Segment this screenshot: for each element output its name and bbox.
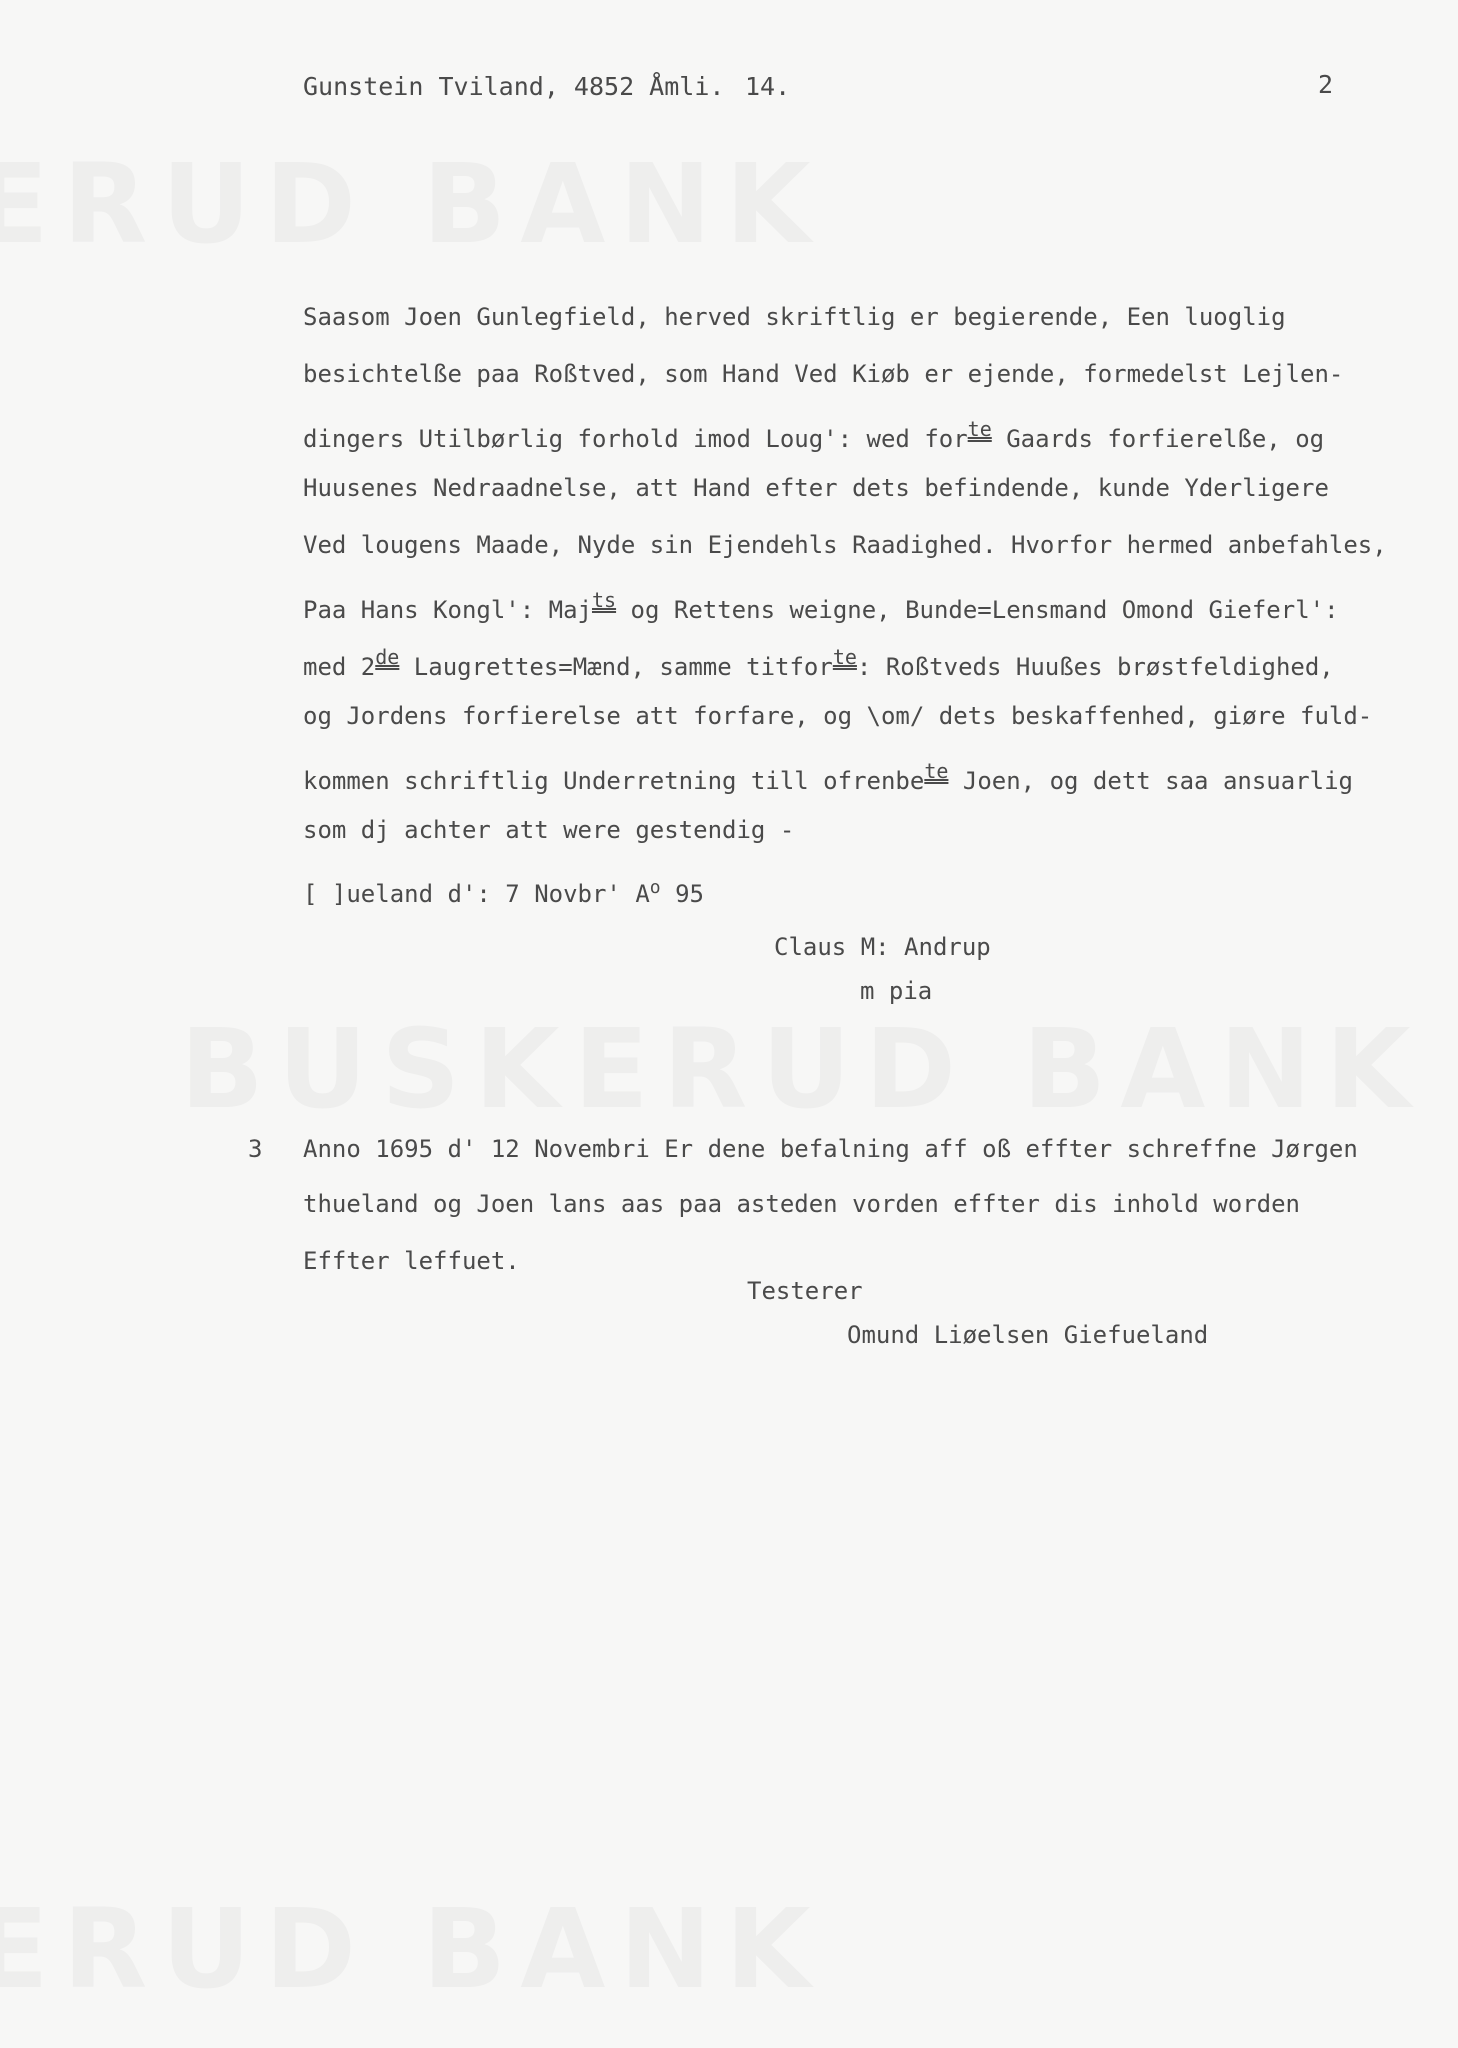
attestation-line-2: thueland og Joen lans aas paa asteden vorden effter dis inhold worden (303, 1190, 1300, 1218)
signer-note: m pia (860, 977, 933, 1005)
watermark-bottom (0, 1885, 825, 2013)
attestation-line-1: Anno 1695 d' 12 Novembri Er dene befalning aff oß effter schreffne Jørgen (303, 1135, 1358, 1163)
letter-line-9 (303, 758, 1353, 796)
superscript: te (924, 759, 949, 783)
superscript: te (967, 417, 992, 441)
letter-line-7c: : Roßtveds Huußes brøstfeldighed, (856, 653, 1334, 681)
place-date-b: 95 (660, 880, 704, 908)
letter-line-4: Huusenes Nedraadnelse, att Hand efter dets befindende, kunde Yderligere (303, 474, 1329, 502)
letter-line-7 (303, 644, 1334, 682)
letter-line-6a: Paa Hans Kongl': Maj (303, 596, 592, 624)
letter-line-6b: og Rettens weigne, Bunde=Lensmand Omond Gieferl': (616, 596, 1339, 624)
letter-line-6 (303, 587, 1339, 625)
letter-line-7b: Laugrettes=Mænd, samme titfor (399, 653, 833, 681)
letter-line-3 (303, 416, 1324, 454)
testerer-label: Testerer (747, 1277, 863, 1305)
watermark-middle (180, 1005, 1425, 1133)
superscript: de (375, 645, 400, 669)
watermark-top (0, 140, 825, 268)
signer-name: Claus M: Andrup (774, 933, 991, 961)
attestation-number: 3 (248, 1135, 263, 1163)
letter-line-8: og Jordens forfierelse att forfare, og \om/ dets beskaffenhed, giøre fuld- (303, 702, 1373, 730)
superscript: te (832, 645, 857, 669)
letter-line-9a: kommen schriftlig Underretning till ofrenbe (303, 767, 925, 795)
letter-line-9b: Joen, og dett saa ansuarlig (948, 767, 1353, 795)
superscript: ts (591, 588, 617, 612)
letter-line-5: Ved lougens Maade, Nyde sin Ejendehls Raadighed. Hvorfor hermed anbefahles, (303, 531, 1387, 559)
letter-line-2: besichtelße paa Roßtved, som Hand Ved Kiøb er ejende, formedelst Lejlen- (303, 360, 1344, 388)
letter-line-3a: dingers Utilbørlig forhold imod Loug': wed for (303, 425, 968, 453)
place-date-a: [ ]ueland d': 7 Novbr' A (303, 880, 650, 908)
header-location: Gunstein Tviland, 4852 Åmli. (303, 72, 725, 101)
header-folio: 14. (745, 72, 791, 101)
page-number: 2 (1318, 70, 1334, 99)
attestation-line-3: Effter leffuet. (303, 1247, 520, 1275)
place-date-line (303, 873, 704, 909)
superscript: o (649, 877, 661, 898)
letter-line-10: som dj achter att were gestendig - (303, 816, 795, 844)
letter-line-1: Saasom Joen Gunlegfield, herved skriftlig er begierende, Een luoglig (303, 303, 1286, 331)
letter-line-3b: Gaards forfierelße, og (991, 425, 1325, 453)
letter-line-7a: med 2 (303, 653, 376, 681)
witness-name: Omund Liøelsen Giefueland (847, 1321, 1209, 1349)
